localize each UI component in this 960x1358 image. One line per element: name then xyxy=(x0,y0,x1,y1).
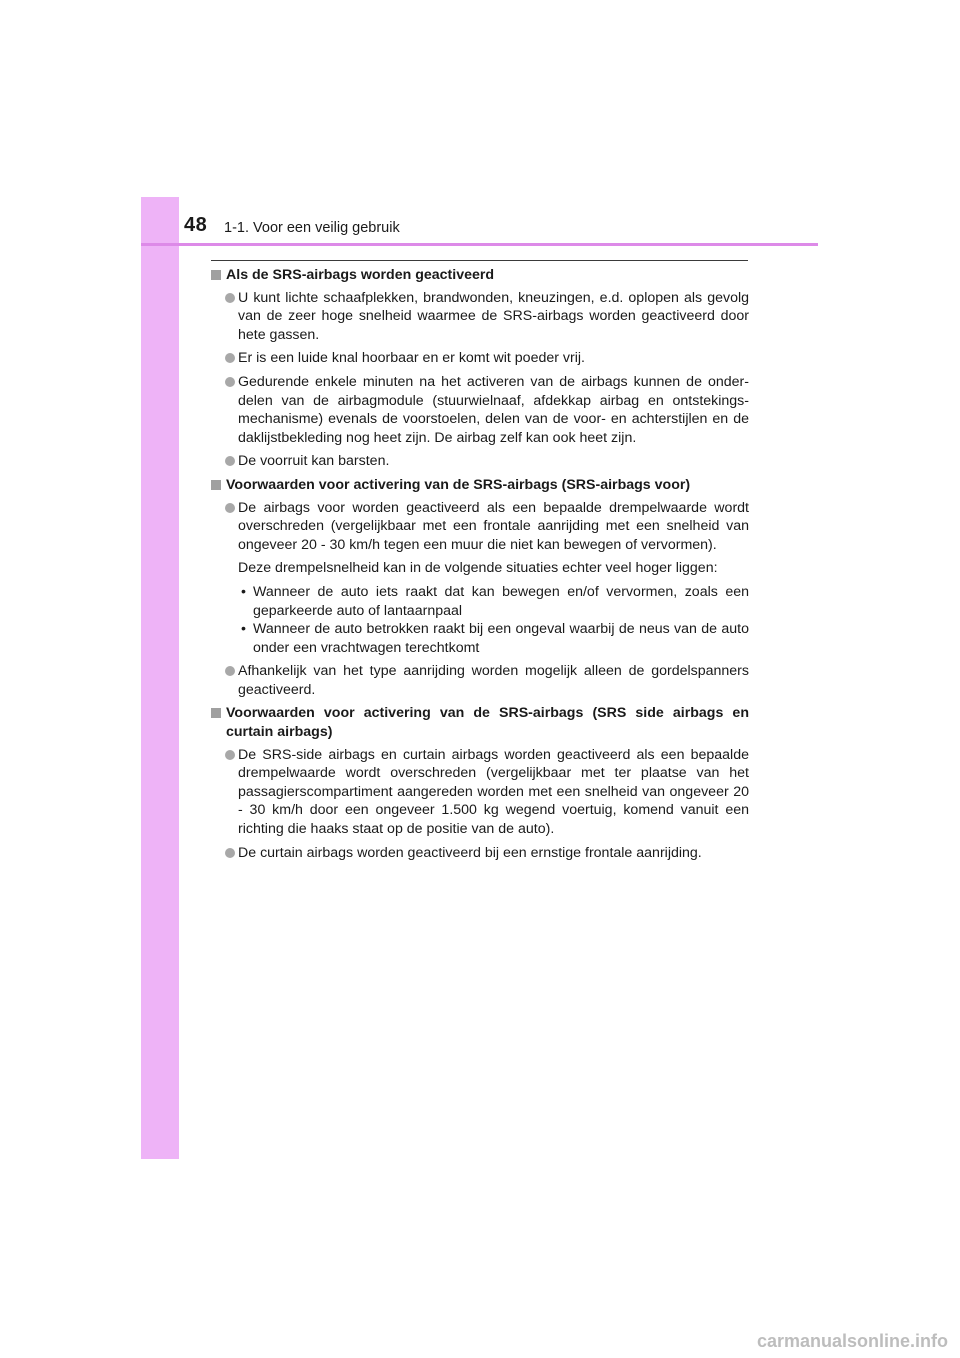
watermark: carmanualsonline.info xyxy=(756,1331,948,1351)
section-airbags-activated xyxy=(211,266,749,471)
circle-bullet-icon xyxy=(225,750,235,760)
dot-marker: • xyxy=(241,583,246,600)
side-tab-bar xyxy=(141,197,179,1159)
circle-bullet-icon xyxy=(225,848,235,858)
sub-list-item: • Wanneer de auto iets raakt dat kan bewegen en/of vervormen, zoals een geparkeerde auto of lantaarnpaal xyxy=(241,583,749,619)
page-content xyxy=(211,266,749,867)
list-item: Afhankelijk van het type aanrijding worden mogelijk alleen de gordelspanners geactiveerd. xyxy=(225,662,749,699)
note-text: Deze drempelsnelheid kan in de volgende situaties echter veel hoger liggen: xyxy=(238,560,718,577)
circle-bullet-icon xyxy=(225,353,235,363)
chapter-title: 1-1. Voor een veilig gebruik xyxy=(224,220,400,236)
circle-bullet-icon xyxy=(225,456,235,466)
section-front-airbags xyxy=(211,476,749,700)
list-item: U kunt lichte schaafplekken, brandwonden, kneuzingen, e.d. oplopen als gevolg van de zeer hoge snelheid waarmee de SRS-airbags worden geactiveerd door hete gassen. xyxy=(225,289,749,345)
header-rule xyxy=(141,243,818,246)
list-item: De SRS-side airbags en curtain airbags worden geactiveerd als een bepaalde drempelwaarde wordt overschreden (vergelijkbaar met ter plaatse van het passagierscompartiment aangereden worden met een snelheid van ongeveer 20 - 30 km/h door een ongeveer 1.500 kg wegend voertuig, komend vanuit een richting die haaks staat op de positie van de auto). xyxy=(225,746,749,839)
list-item: De airbags voor worden geactiveerd als een bepaalde drempelwaarde wordt overschreden (vergelijkbaar met een frontale aanrijding met een snelheid van ongeveer 20 - 30 km/h tegen een muur die niet kan bewegen of vervormen). xyxy=(225,499,749,555)
circle-bullet-icon xyxy=(225,503,235,513)
list-item: Er is een luide knal hoorbaar en er komt wit poeder vrij. xyxy=(225,349,749,368)
square-bullet-icon xyxy=(211,270,221,280)
circle-bullet-icon xyxy=(225,666,235,676)
section-side-curtain-airbags xyxy=(211,704,749,862)
section-heading: Als de SRS-airbags worden geactiveerd xyxy=(211,266,749,285)
page-number: 48 xyxy=(184,214,208,236)
section-rule xyxy=(211,260,748,261)
section-heading: Voorwaarden voor activering van de SRS-airbags (SRS-airbags voor) xyxy=(211,476,749,495)
circle-bullet-icon xyxy=(225,377,235,387)
square-bullet-icon xyxy=(211,708,221,718)
sub-list-item: • Wanneer de auto betrokken raakt bij een ongeval waarbij de neus van de auto onder een vrachtwagen terechtkomt xyxy=(241,621,749,656)
list-item: De curtain airbags worden geactiveerd bij een ernstige frontale aanrijding. xyxy=(225,844,749,863)
dot-marker: • xyxy=(241,621,246,638)
section-heading: Voorwaarden voor activering van de SRS-airbags (SRS side airbags en curtain airbags) xyxy=(211,704,749,741)
circle-bullet-icon xyxy=(225,293,235,303)
list-item: Gedurende enkele minuten na het activeren van de airbags kunnen de onderdelen van de airbagmodule (stuurwielnaaf, afdekkap airbag en ontstekingsmechanisme) evenals de voorstoelen, delen van de voor- en achterstijlen en de daklijstbekleding nog heet zijn. De airbag zelf kan ook heet zijn. xyxy=(225,373,749,447)
list-item: De voorruit kan barsten. xyxy=(225,452,749,471)
square-bullet-icon xyxy=(211,480,221,490)
